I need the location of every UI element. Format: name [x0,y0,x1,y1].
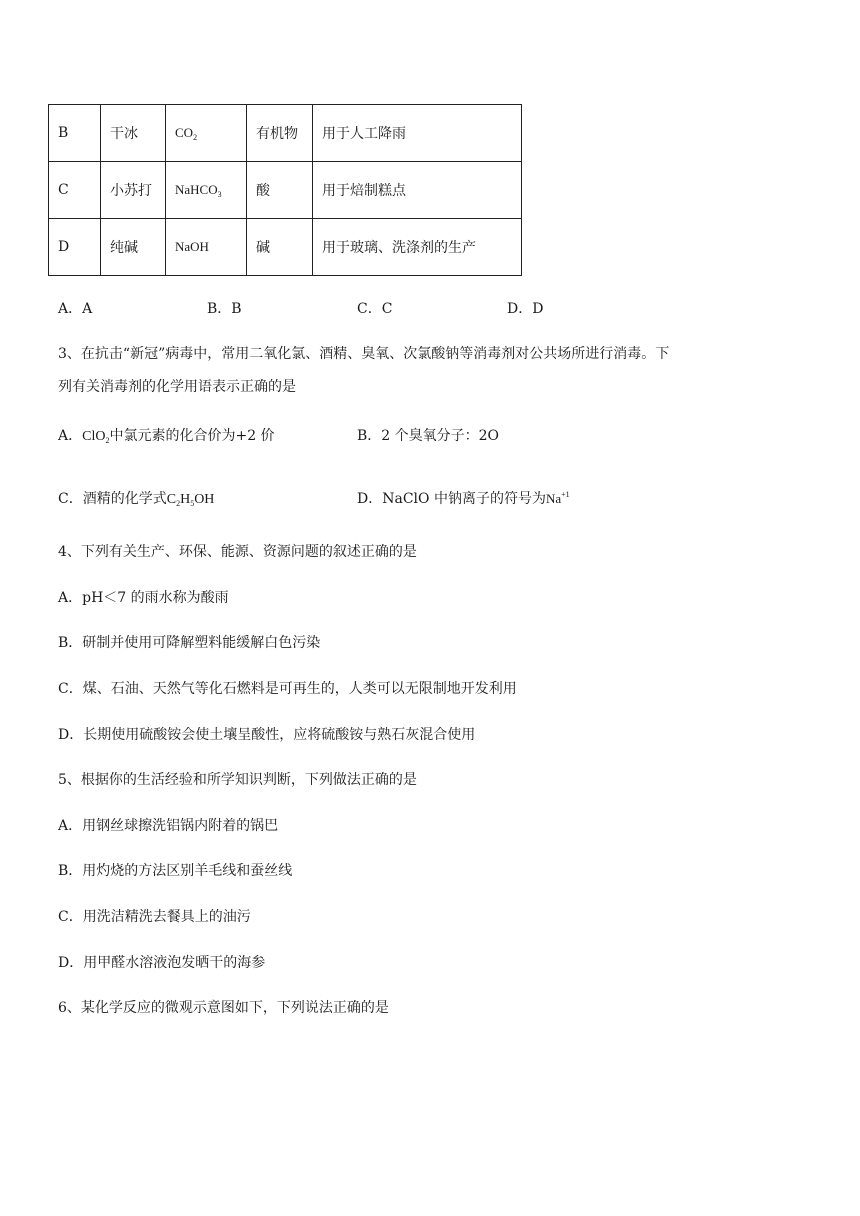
q4-stem: 4、下列有关生产、环保、能源、资源问题的叙述正确的是 [58,544,417,560]
table-row [49,105,522,162]
row-name: 纯碱 [101,219,166,276]
substance-table [48,104,522,276]
row-use: 用于玻璃、洗涤剂的生产 [313,219,522,276]
row-formula: NaHCO$_3$ [166,162,247,219]
q3-stem-line1: 3、在抗击“新冠”病毒中，常用二氧化氯、酒精、臭氧、次氯酸钠等消毒剂对公共场所进行消毒。下 [58,346,670,362]
q4-option-c: C．煤、石油、天然气等化石燃料是可再生的，人类可以无限制地开发利用 [58,681,517,697]
q5-option-d: D．用甲醛水溶液泡发晒干的海参 [58,955,266,971]
q3-option-c: C．酒精的化学式$C_2H_5OH$ [58,491,215,508]
q3-stem-line2: 列有关消毒剂的化学用语表示正确的是 [58,379,296,395]
row-category: 有机物 [247,105,313,162]
row-letter: C [49,162,101,219]
q3-option-a: A．ClO$_2$中氯元素的化合价为+2 价 [58,428,275,445]
q5-stem: 5、根据你的生活经验和所学知识判断，下列做法正确的是 [58,772,417,788]
row-category: 碱 [247,219,313,276]
q2-option-b: B．B [207,301,242,317]
row-name: 小苏打 [101,162,166,219]
q3-option-d: D．NaClO 中钠离子的符号为$Na^{+1}$ [357,490,570,507]
table-row [49,219,522,276]
q3-option-b: B．2 个臭氧分子：2O [357,428,500,444]
row-formula: $CO_2$ [166,105,247,162]
q5-option-b: B．用灼烧的方法区别羊毛线和蚕丝线 [58,863,293,879]
q4-option-d: D．长期使用硫酸铵会使土壤呈酸性，应将硫酸铵与熟石灰混合使用 [58,727,476,743]
q2-option-a: A．A [58,301,93,317]
q5-option-a: A．用钢丝球擦洗铝锅内附着的锅巴 [58,818,279,834]
table-row [49,162,522,219]
row-use: 用于人工降雨 [313,105,522,162]
q2-option-c: C．C [357,301,393,317]
q6-stem: 6、某化学反应的微观示意图如下，下列说法正确的是 [58,1000,389,1016]
row-name: 干冰 [101,105,166,162]
row-letter: B [49,105,101,162]
row-use: 用于焙制糕点 [313,162,522,219]
row-category: 酸 [247,162,313,219]
q4-option-a: A．pH＜7 的雨水称为酸雨 [58,590,229,606]
q5-option-c: C．用洗洁精洗去餐具上的油污 [58,909,251,925]
row-formula: NaOH [166,219,247,276]
q4-option-b: B．研制并使用可降解塑料能缓解白色污染 [58,635,321,651]
q2-option-d: D．D [507,301,544,317]
row-letter: D [49,219,101,276]
